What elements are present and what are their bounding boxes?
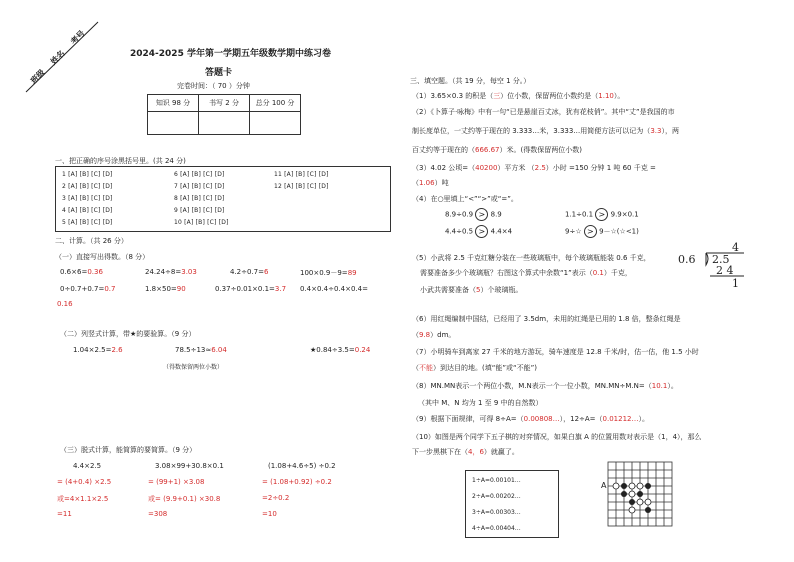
division-divisor: 0.6 [678, 253, 696, 266]
q-text: ）位小数，保留两位小数约是（ [500, 92, 599, 100]
fill-q3 [412, 163, 656, 173]
division-quotient: 4 [732, 241, 739, 254]
calc-item [300, 268, 357, 278]
section3-title: 三、填空题。（共 19 分，每空 1 分。） [410, 77, 531, 85]
compare-circle[interactable]: > [584, 225, 597, 238]
q-answer: 5 [476, 286, 481, 294]
long-division-figure [676, 240, 746, 290]
q-text: 需要准备多少个玻璃瓶？右图这个算式中余数“1”表示（ [420, 269, 593, 277]
stepwise-line: 或=4×1.1×2.5 [57, 495, 109, 503]
fill-q8-note: （其中 M、N 均为 1 至 9 中的自然数） [418, 399, 543, 407]
bubble-row[interactable]: 4 [A] [B] [C] [D] [62, 207, 113, 214]
fill-q2-line3 [412, 145, 582, 155]
compare-circle[interactable]: > [475, 225, 488, 238]
stamp-id-label: 考号 [69, 28, 87, 47]
compare-item [565, 208, 639, 221]
calc-answer: 3.7 [274, 285, 287, 293]
q-text: （ [412, 364, 419, 372]
calc-question: 0.4×0.4÷0.4×0.4= [300, 285, 368, 293]
q-text: （ [412, 179, 419, 187]
black-stone [645, 507, 651, 513]
calc-answer: 0.24 [354, 346, 371, 354]
black-stone [621, 483, 627, 489]
bubble-row[interactable]: 11 [A] [B] [C] [D] [274, 171, 329, 178]
bubble-row[interactable]: 12 [A] [B] [C] [D] [274, 183, 329, 190]
vertical-calc-item [310, 346, 370, 354]
answer-bubble-box [55, 166, 391, 232]
calc-item [60, 268, 103, 276]
compare-circle[interactable]: > [475, 208, 488, 221]
fill-q5-line3 [420, 285, 522, 295]
stepwise-question: 4.4×2.5 [73, 462, 102, 470]
stepwise-line: =2÷0.2 [262, 494, 290, 502]
calc-item [300, 285, 368, 293]
q-text: （1）3.65×0.3 的积是（ [412, 92, 494, 100]
calc-item [60, 285, 115, 293]
q-answer: 1.10 [598, 92, 614, 100]
bubble-row[interactable]: 5 [A] [B] [C] [D] [62, 219, 113, 226]
fill-q5-line1: （5）小武将 2.5 千克红糖分装在一些玻璃瓶中，每个玻璃瓶能装 0.6 千克， [412, 254, 651, 262]
q-text: ）。 [613, 92, 625, 100]
vertical-calc-item [175, 346, 227, 354]
section1-title: 一、把正确的序号涂黑括号里。(共 24 分) [55, 157, 186, 165]
division-dividend: 2.5 [712, 253, 730, 266]
white-stone [637, 483, 643, 489]
white-stone [645, 499, 651, 505]
calc-answer: 0.36 [87, 268, 103, 276]
gomoku-board [600, 458, 680, 532]
q-text: ）米。(得数保留两位小数) [499, 146, 582, 154]
q-answer: 10.1 [651, 382, 668, 390]
white-stone [629, 483, 635, 489]
bubble-row[interactable]: 2 [A] [B] [C] [D] [62, 183, 113, 190]
q-text: ）吨 [434, 179, 449, 187]
compare-circle[interactable]: > [595, 208, 608, 221]
black-stone [637, 491, 643, 497]
q-text: 下一步黑棋下在（ [412, 448, 468, 456]
q-text: ）千克， [603, 269, 632, 277]
section2-title: 二、计算。（共 26 分） [55, 237, 128, 245]
part1-title: （一）直接写出得数。（8 分） [55, 253, 150, 261]
fill-q2-line1: （2）《卜算子·咏梅》中有一句“已是悬崖百丈冰，犹有花枝俏”。其中“丈”是我国的市 [412, 108, 675, 116]
score-cell[interactable] [250, 112, 301, 135]
fill-q7-line2 [412, 363, 537, 373]
q-answer: 2.5 [534, 164, 546, 172]
rounding-note: （得数保留两位小数） [163, 364, 224, 371]
q-answer: 3.3 [650, 127, 662, 135]
q-text: ），12÷A=（ [559, 415, 603, 423]
calc-answer: 6.04 [211, 346, 227, 354]
calc-question: 0.6×6= [60, 268, 88, 276]
q-answer: 不能 [419, 364, 433, 372]
fill-q6-line2 [412, 330, 455, 340]
page-title: 2024-2025 学年第一学期五年级数学期中练习卷 [130, 49, 331, 59]
pattern-line: 3÷A=0.00303… [472, 509, 521, 516]
score-total: 总分 100 分 [250, 95, 301, 112]
calc-item [145, 285, 186, 293]
calc-answer: 89 [347, 269, 357, 277]
q-answer: 0.1 [592, 269, 604, 277]
compare-item [445, 208, 502, 221]
stamp-class-label: 班级 [29, 67, 47, 86]
calc-answer-wrap: 0.16 [57, 300, 73, 308]
stepwise-line: = (1.08+0.92) ÷0.2 [262, 478, 332, 486]
calc-answer: 2.6 [111, 346, 123, 354]
score-knowledge: 知识 98 分 [148, 95, 199, 112]
white-stone [629, 507, 635, 513]
stamp-name-label: 姓名 [49, 48, 67, 67]
student-info-stamp [22, 18, 102, 98]
pattern-line: 2÷A=0.00202… [472, 493, 521, 500]
fill-q9 [412, 414, 649, 424]
fill-q7-line1: （7）小明骑车到离家 27 千米的地方游玩，骑车速度是 12.8 千米/时，估一估，他 1.5 小时 [412, 348, 699, 356]
bubble-row[interactable]: 7 [A] [B] [C] [D] [174, 183, 225, 190]
q-text: 百丈约等于现在的（ [412, 146, 475, 154]
bubble-row[interactable]: 10 [A] [B] [C] [D] [174, 219, 229, 226]
pattern-line: 4÷A=0.00404… [472, 525, 521, 532]
calc-question: 100×0.9－9= [300, 269, 348, 277]
stepwise-line: =308 [148, 510, 168, 518]
calc-item [145, 268, 197, 276]
q-answer: 666.67 [475, 146, 500, 154]
q-text: ）到达目的地。(填“能”或“不能”) [433, 364, 537, 372]
black-stone [629, 499, 635, 505]
q-text: ）。 [638, 415, 649, 423]
part2-title: （二）列竖式计算，带★的要验算。（9 分） [60, 330, 196, 338]
q-answer: 1.06 [419, 179, 435, 187]
compare-left: 1.1÷0.1 [565, 210, 594, 219]
q-text: （8）MN.MN表示一个两位小数，M.N表示一个一位小数，MN.MN÷M.N=（ [412, 382, 652, 390]
stepwise-line: = (99+1) ×3.08 [148, 478, 205, 486]
calc-question: 4.2÷0.7= [230, 268, 264, 276]
stepwise-question: 3.08×99+30.8×0.1 [155, 462, 224, 470]
q-text: ）小时 =150 分钟 1 吨 60 千克 = [545, 164, 656, 172]
bubble-row[interactable]: 9 [A] [B] [C] [D] [174, 207, 225, 214]
white-stone [613, 483, 619, 489]
q-text: 制长度单位，一丈约等于现在的 3.333…米，3.333…用简便方法可以记为（ [412, 127, 651, 135]
q-answer: 0.01212… [602, 415, 639, 423]
fill-q5-line2 [420, 268, 632, 278]
q-text: （ [412, 331, 419, 339]
compare-item [565, 225, 639, 238]
compare-right: 9.9×0.1 [610, 210, 639, 219]
stepwise-question: (1.08+4.6÷5) ÷0.2 [268, 462, 336, 470]
division-product: 2 4 [716, 264, 734, 277]
bubble-row[interactable]: 6 [A] [B] [C] [D] [174, 171, 225, 178]
division-remainder: 1 [732, 277, 739, 290]
score-cell[interactable] [148, 112, 199, 135]
calc-answer: 3.03 [181, 268, 197, 276]
stepwise-line: = (4+0.4) ×2.5 [57, 478, 112, 486]
q-text: ）平方米 （ [497, 164, 535, 172]
stepwise-line: =10 [262, 510, 277, 518]
compare-item [445, 225, 512, 238]
calc-answer: 6 [264, 268, 269, 276]
vertical-calc-item [73, 346, 123, 354]
pattern-line: 1÷A=0.00101… [472, 477, 521, 484]
score-writing: 书写 2 分 [199, 95, 250, 112]
compare-left: 9÷☆ [565, 227, 582, 236]
calc-question: 1.04×2.5= [73, 346, 112, 354]
compare-right: 4.4×4 [490, 227, 513, 236]
stepwise-line: 或= (9.9+0.1) ×30.8 [148, 495, 221, 503]
calc-answer: 0.7 [104, 285, 116, 293]
fill-q10-line2 [412, 447, 519, 457]
calc-question: ★0.84÷3.5= [310, 346, 355, 354]
score-table [147, 94, 301, 135]
white-stone [637, 499, 643, 505]
fill-q10-line1: （10）如图是两个同学下五子棋的对弈情况，如果白旗 A 的位置用数对表示是（1，4），那么 [412, 433, 702, 441]
fill-q3-line2 [412, 178, 449, 188]
q-answer: 4，6 [468, 448, 484, 456]
bubble-row[interactable]: 8 [A] [B] [C] [D] [174, 195, 225, 202]
q-text: 小武共需要准备（ [420, 286, 476, 294]
black-stone [645, 483, 651, 489]
calc-question: 1.8×50= [145, 285, 177, 293]
calc-item [215, 285, 286, 293]
calc-item [230, 268, 268, 276]
q-answer: 三 [493, 92, 501, 100]
q-text: ）就赢了。 [483, 448, 519, 456]
fill-q2-line2 [412, 126, 679, 136]
q-text: （9）根据下面规律，可得 8÷A=（ [412, 415, 524, 423]
q-answer: 40200 [475, 164, 498, 172]
q-text: ）。 [667, 382, 678, 390]
fill-q4-title: （4）在○里填上“<”“>”或“=”。 [412, 195, 518, 203]
pattern-box [465, 470, 559, 538]
compare-left: 8.9÷0.9 [445, 210, 474, 219]
bubble-row[interactable]: 3 [A] [B] [C] [D] [62, 195, 113, 202]
black-stone [621, 491, 627, 497]
calc-question: 0.37÷0.01×0.1= [215, 285, 275, 293]
fill-q6-line1: （6）用红绳编制中国结，已经用了 3.5dm，未用的红绳是已用的 1.8 倍，整条红绳是 [412, 315, 681, 323]
q-answer: 9.8 [419, 331, 431, 339]
q-text: ）dm。 [430, 331, 456, 339]
compare-right: 9－☆(☆<1) [599, 227, 639, 236]
compare-right: 8.9 [490, 210, 502, 219]
part3-title: （三）脱式计算，能简算的要简算。（9 分） [60, 446, 197, 454]
page-subtitle: 答题卡 [205, 68, 233, 78]
fill-q1 [412, 91, 624, 101]
bubble-row[interactable]: 1 [A] [B] [C] [D] [62, 171, 113, 178]
stepwise-line: =11 [57, 510, 72, 518]
calc-question: 24.24÷8= [145, 268, 182, 276]
q-text: ）个玻璃瓶。 [480, 286, 523, 294]
calc-question: 78.5÷13≈ [175, 346, 212, 354]
calc-question: 0÷0.7+0.7= [60, 285, 105, 293]
white-stone [629, 491, 635, 497]
grid-label-a: A [601, 481, 607, 490]
exam-time: 完卷时间：（ 70 ）分钟 [177, 82, 250, 90]
compare-left: 4.4÷0.5 [445, 227, 474, 236]
q-answer: 0.00808… [523, 415, 560, 423]
q-text: ），两 [661, 127, 679, 135]
calc-answer: 90 [176, 285, 186, 293]
score-cell[interactable] [199, 112, 250, 135]
q-text: （3）4.02 公顷=（ [412, 164, 476, 172]
fill-q8 [412, 381, 678, 391]
